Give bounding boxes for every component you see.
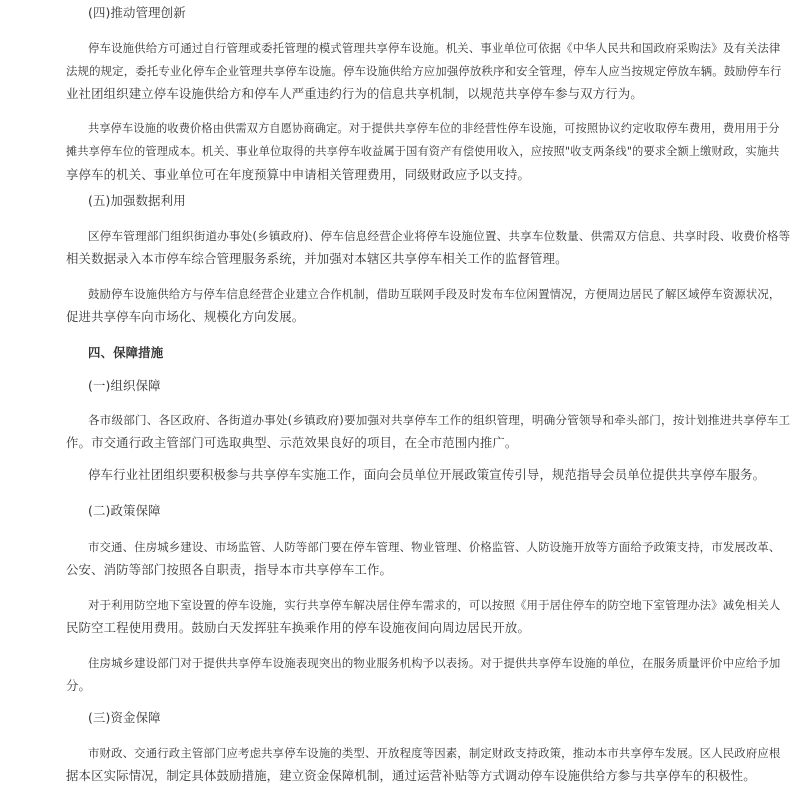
paragraph-line: 公安、消防等部门按照各自职责，指导本市共享停车工作。	[66, 562, 393, 577]
paragraph-line: 各市级部门、各区政府、各街道办事处(乡镇政府)要加强对共享停车工作的组织管理，明确分管领导和牵头部门，按计划推进共享停车工	[88, 413, 791, 427]
paragraph-line: 促进共享停车向市场化、规模化方向发展。	[66, 309, 305, 324]
subheading-data-usage: (五)加强数据利用	[88, 193, 186, 208]
paragraph-line: 住房城乡建设部门对于提供共享停车设施表现突出的物业服务机构予以表扬。对于提供共享停车设施的单位，在服务质量评价中应给予加	[88, 656, 781, 670]
paragraph-line: 区停车管理部门组织街道办事处(乡镇政府)、停车信息经营企业将停车设施位置、共享车位数量、供需双方信息、共享时段、收费价格等	[88, 229, 791, 243]
paragraph-line: 停车设施供给方可通过自行管理或委托管理的模式管理共享停车设施。机关、事业单位可依据《中华人民共和国政府采购法》及有关法律	[88, 41, 781, 55]
paragraph-line: 对于利用防空地下室设置的停车设施，实行共享停车解决居住停车需求的，可以按照《用于居住停车的防空地下室管理办法》减免相关人	[88, 598, 781, 612]
subheading-policy: (二)政策保障	[88, 503, 161, 518]
paragraph-line: 民防空工程使用费用。鼓励白天发挥驻车换乘作用的停车设施夜间向周边居民开放。	[66, 620, 531, 635]
paragraph-line: 作。市交通行政主管部门可选取典型、示范效果良好的项目，在全市范围内推广。	[66, 435, 518, 450]
subheading-funding: (三)资金保障	[88, 710, 161, 725]
paragraph-line: 鼓励停车设施供给方与停车信息经营企业建立合作机制，借助互联网手段及时发布车位闲置情况，方便周边居民了解区域停车资源状况，	[88, 287, 781, 301]
paragraph-line: 市交通、住房城乡建设、市场监管、人防等部门要在停车管理、物业管理、价格监管、人防设施开放等方面给予政策支持，市发展改革、	[88, 540, 781, 554]
subheading-organization: (一)组织保障	[88, 378, 161, 393]
section-heading-safeguards: 四、保障措施	[88, 345, 164, 360]
paragraph-line: 分。	[66, 678, 92, 693]
paragraph-line: 相关数据录入本市停车综合管理服务系统，并加强对本辖区共享停车相关工作的监督管理。	[66, 251, 568, 266]
subheading-manage-innovation: (四)推动管理创新	[88, 5, 186, 20]
paragraph-line: 据本区实际情况，制定具体鼓励措施，建立资金保障机制，通过运营补贴等方式调动停车设施供给方参与共享停车的积极性。	[66, 768, 756, 783]
paragraph-line: 市财政、交通行政主管部门应考虑共享停车设施的类型、开放程度等因素，制定财政支持政策，推动本市共享停车发展。区人民政府应根	[88, 746, 781, 760]
paragraph-line: 共享停车设施的收费价格由供需双方自愿协商确定。对于提供共享停车位的非经营性停车设施，可按照协议约定收取停车费用，费用用于分	[88, 122, 780, 135]
paragraph-line: 停车行业社团组织要积极参与共享停车实施工作，面向会员单位开展政策宣传引导，规范指导会员单位提供共享停车服务。	[88, 467, 766, 482]
paragraph-line: 享停车的机关、事业单位可在年度预算中申请相关管理费用，同级财政应予以支持。	[66, 167, 531, 182]
paragraph-line: 法规的规定，委托专业化停车企业管理共享停车设施。停车设施供给方应加强停放秩序和安全管理，停车人应当按规定停放车辆。鼓励停车行	[66, 64, 782, 78]
paragraph-line: 业社团组织建立停车设施供给方和停车人严重违约行为的信息共享机制，以规范共享停车参与双方行为。	[66, 86, 643, 101]
paragraph-line: 摊共享停车位的管理成本。机关、事业单位取得的共享停车收益属于国有资产有偿使用收入，应按照"收支两条线"的要求全额上缴财政，实施共	[66, 145, 780, 158]
